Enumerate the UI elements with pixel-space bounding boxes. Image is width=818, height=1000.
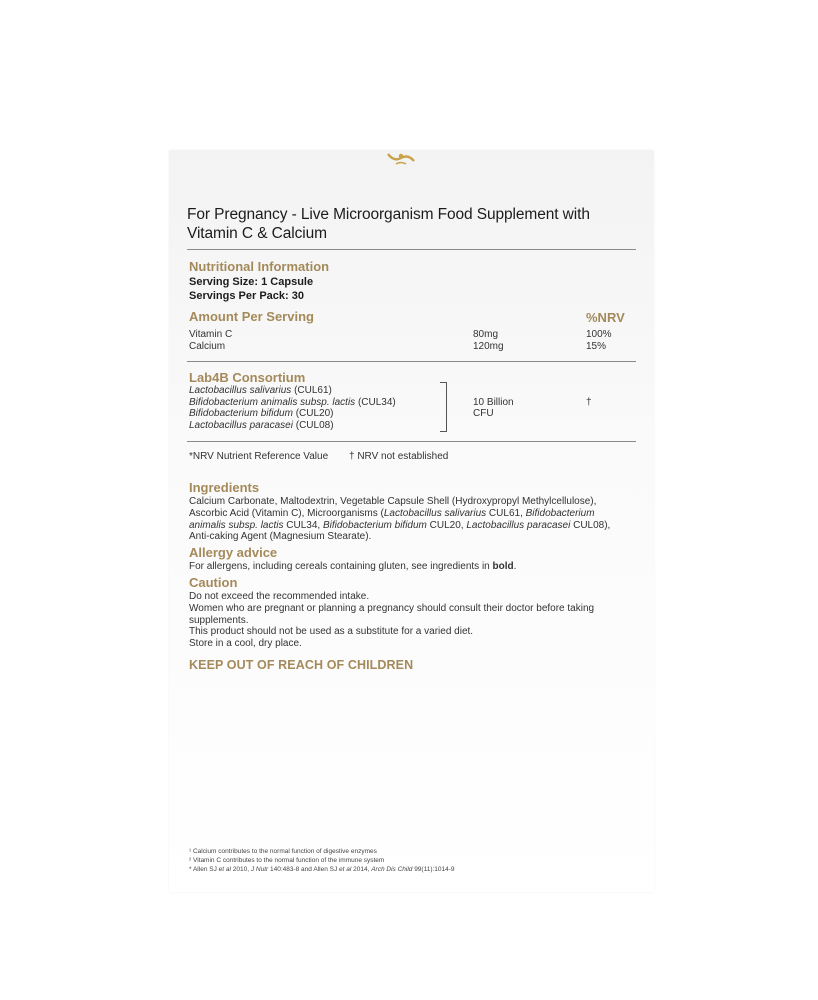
brand-logo-icon [384,152,418,166]
strain-item: Bifidobacterium bifidum (CUL20) [189,408,334,419]
strain-bracket [440,382,447,432]
nutrient-name: Calcium [189,341,226,352]
amount-per-serving-heading: Amount Per Serving [189,309,314,324]
nutrient-nrv: 15% [586,341,607,352]
ingredients-heading: Ingredients [189,480,260,495]
nutrient-amount: 120mg [473,341,504,352]
divider [187,361,636,362]
allergy-text: For allergens, including cereals containing gluten, see ingredients in bold. [189,561,517,572]
nrv-legend: *NRV Nutrient Reference Value [189,451,329,462]
strain-item: Lactobacillus paracasei (CUL08) [189,420,334,431]
nutrient-name: Vitamin C [189,329,233,340]
serving-size: Serving Size: 1 Capsule [189,276,314,288]
consortium-nrv: † [586,397,592,408]
strain-item: Bifidobacterium animalis subsp. lactis (CUL34) [189,397,396,408]
cfu-unit: CFU [473,408,494,419]
allergy-heading: Allergy advice [189,545,278,560]
strain-item: Lactobacillus salivarius (CUL61) [189,385,332,396]
divider [187,441,636,442]
footnote-reference: * Allen SJ et al 2010, J Nutr 140:483-8 and Allen SJ et al 2014, Arch Dis Child 99(11):1014-9 [189,866,455,873]
footnote: ² Vitamin C contributes to the normal function of the immune system [189,857,385,864]
caution-heading: Caution [189,575,238,590]
nrv-heading: %NRV [586,310,625,325]
nutrition-heading: Nutritional Information [189,259,330,274]
nutrient-nrv: 100% [586,329,612,340]
caution-text: Do not exceed the recommended intake. Women who are pregnant or planning a pregnancy should consult their doctor before taking supplements. This product should not be used as a substitute for a varied diet. Store in a cool, dry place. [189,591,595,650]
ingredients-text: Calcium Carbonate, Maltodextrin, Vegetable Capsule Shell (Hydroxypropyl Methylcellulose), Ascorbic Acid (Vitamin C), Microorganisms (Lactobacillus salivarius CUL61, Bifidobacterium animalis subsp. lactis CUL34, Bifidobacterium bifidum CUL20, Lactobacillus paracasei CUL08), Anti-caking Agent (Magnesium Stearate). [189,496,611,543]
nutrient-amount: 80mg [473,329,499,340]
consortium-heading: Lab4B Consortium [189,370,306,385]
divider [187,249,636,250]
cfu-amount: 10 Billion [473,397,514,408]
product-title: For Pregnancy - Live Microorganism Food Supplement with Vitamin C & Calcium [187,206,590,242]
keep-out-warning: KEEP OUT OF REACH OF CHILDREN [189,658,414,672]
footnote: ¹ Calcium contributes to the normal function of digestive enzymes [189,848,377,855]
dagger-legend: † NRV not established [349,451,449,462]
servings-per-pack: Servings Per Pack: 30 [189,290,304,302]
